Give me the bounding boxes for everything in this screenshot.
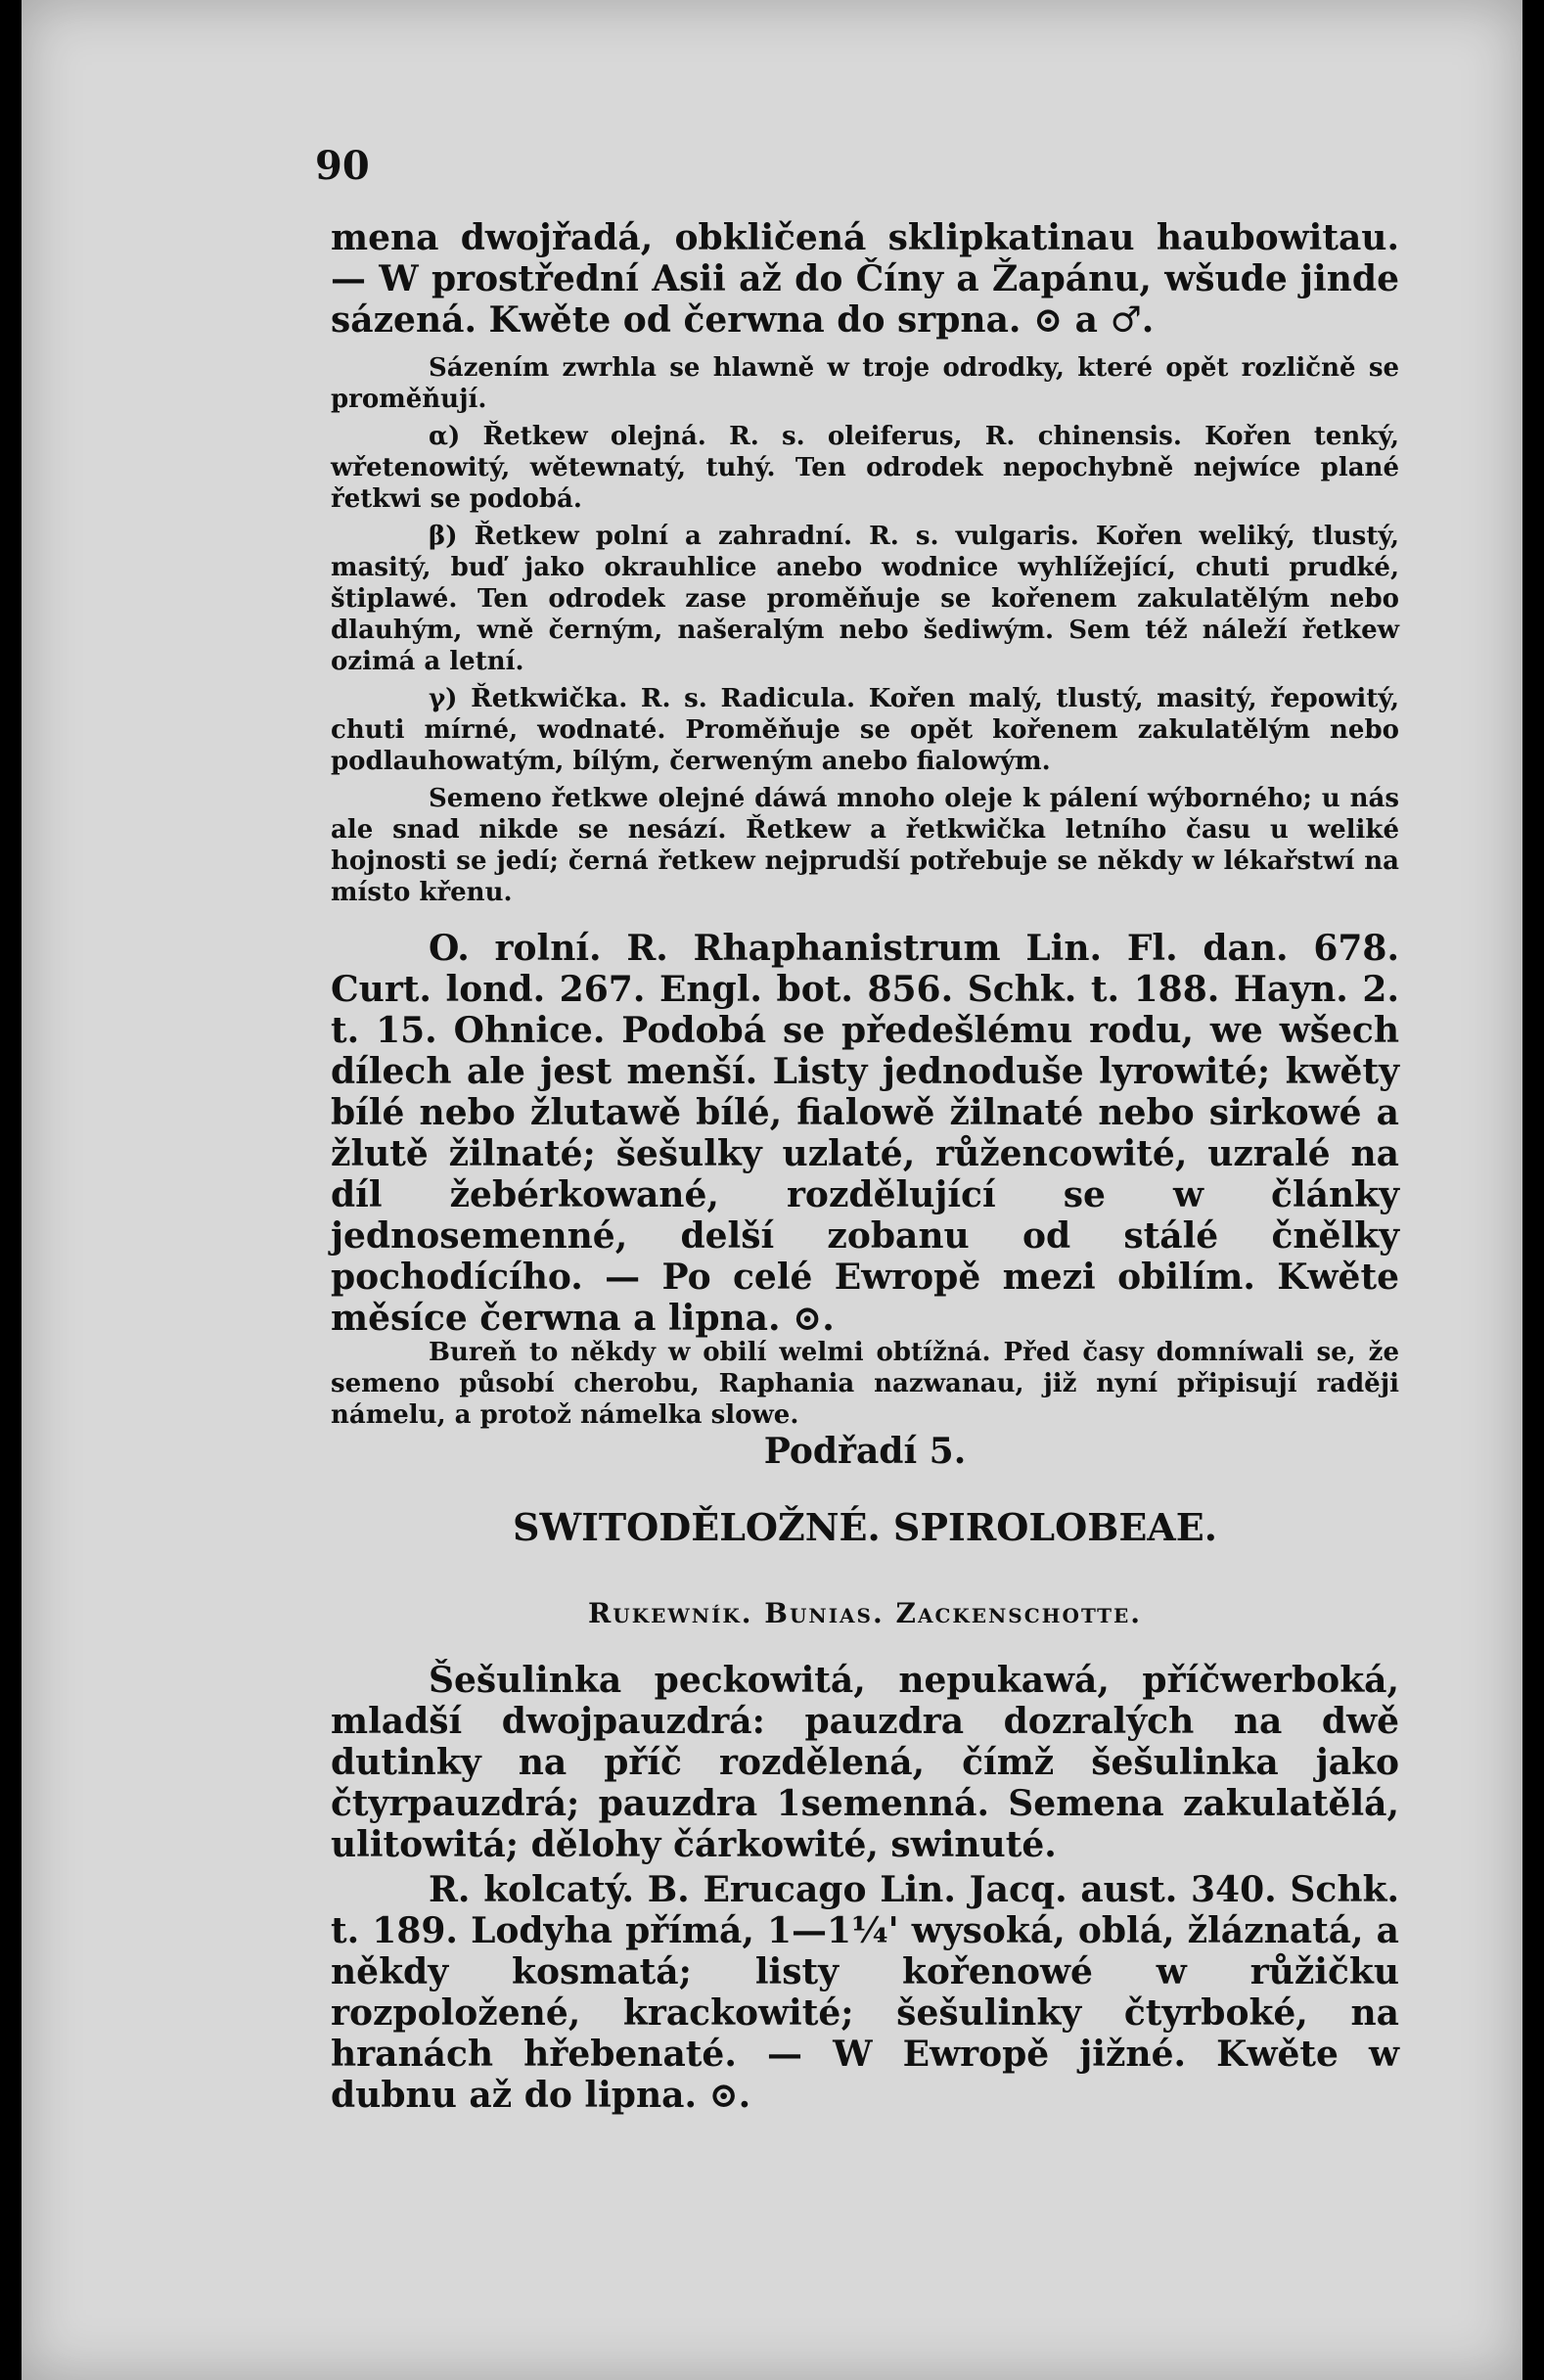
paragraph: γ) Řetkwička. R. s. Radicula. Kořen malý, tlustý, masitý, řepowitý, chuti mírné, wodnaté. Proměňuje se opět kořenem zakulatělým nebo podlauhowatým, bílým, čerweným anebo fialowým. xyxy=(331,684,1399,776)
subtribe-heading: Podřadí 5. xyxy=(763,1431,967,1472)
paragraph: Sázením zwrhla se hlawně w troje odrodky, které opět rozličně se proměňují. xyxy=(331,353,1399,414)
text-block-genus xyxy=(331,1660,1399,2116)
paragraph: Bureň to někdy w obilí welmi obtížná. Před časy domníwali se, že semeno působí cherobu, Raphania nazwanau, již nyní připisují raději námelu, a protož námelka slowe. xyxy=(331,1338,1399,1430)
text-block-varieties xyxy=(331,352,1399,908)
paragraph: Semeno řetkwe olejné dáwá mnoho oleje k pálení wýborného; u nás ale snad nikde se nesází. Řetkew a řetkwička letního času u weliké hojnosti se jedí; černá řetkew nejprudší potřebuje se někdy w lékařstwí na místo křenu. xyxy=(331,784,1399,907)
text-block-continuation xyxy=(331,217,1399,341)
paragraph: mena dwojřadá, obkličená sklipkatinau haubowitau. — W prostřední Asii až do Číny a Žapánu, wšude jinde sázená. Kwěte od čerwna do srpna. ⊙ a ♂. xyxy=(331,217,1399,341)
genus-heading: Rukewník. Bunias. Zackenschotte. xyxy=(587,1597,1143,1629)
paragraph: Šešulinka peckowitá, nepukawá, příčwerboká, mladší dwojpauzdrá: pauzdra dozralých na dwě dutinky na příč rozdělená, čímž šešulinka jako čtyrpauzdrá; pauzdra 1semenná. Semena zakulatělá, ulitowitá; dělohy čárkowité, swinuté. xyxy=(331,1660,1399,1865)
text-block-note xyxy=(331,1337,1399,1431)
text-block-species xyxy=(331,928,1399,1339)
paragraph: α) Řetkew olejná. R. s. oleiferus, R. chinensis. Kořen tenký, wřetenowitý, wětewnatý, tuhý. Ten odrodek nepochybně nejwíce plané řetkwi se podobá. xyxy=(331,422,1399,514)
page-number: 90 xyxy=(315,143,370,189)
paragraph: O. rolní. R. Rhaphanistrum Lin. Fl. dan. 678. Curt. lond. 267. Engl. bot. 856. Schk. t. 188. Hayn. 2. t. 15. Ohnice. Podobá se předešlému rodu, we wšech dílech ale jest menší. Listy jednoduše lyrowité; kwěty bílé nebo žlutawě bílé, fialowě žilnaté nebo sirkowé a žlutě žilnaté; šešulky uzlaté, růžencowité, uzralé na díl žebérkowané, rozdělující se w články jednosemenné, delší zobanu od stálé čnělky pochodícího. — Po celé Ewropě mezi obilím. Kwěte měsíce čerwna a lipna. ⊙. xyxy=(331,928,1399,1339)
subtribe-name: SWITODĚLOŽNÉ. SPIROLOBEAE. xyxy=(513,1505,1217,1549)
paragraph: R. kolcatý. B. Erucago Lin. Jacq. aust. 340. Schk. t. 189. Lodyha přímá, 1—1¼' wysoká, oblá, žláznatá, a někdy kosmatá; listy kořenowé w růžičku rozpoložené, krackowité; šešulinky čtyrboké, na hranách hřebenaté. — W Ewropě jižné. Kwěte w dubnu až do lipna. ⊙. xyxy=(331,1869,1399,2116)
paragraph: β) Řetkew polní a zahradní. R. s. vulgaris. Kořen weliký, tlustý, masitý, buď jako okrauhlice anebo wodnice wyhlížející, chuti prudké, štiplawé. Ten odrodek zase proměňuje se kořenem zakulatělým nebo dlauhým, wně černým, našeralým nebo šediwým. Sem též náleží řetkew ozimá a letní. xyxy=(331,522,1399,676)
